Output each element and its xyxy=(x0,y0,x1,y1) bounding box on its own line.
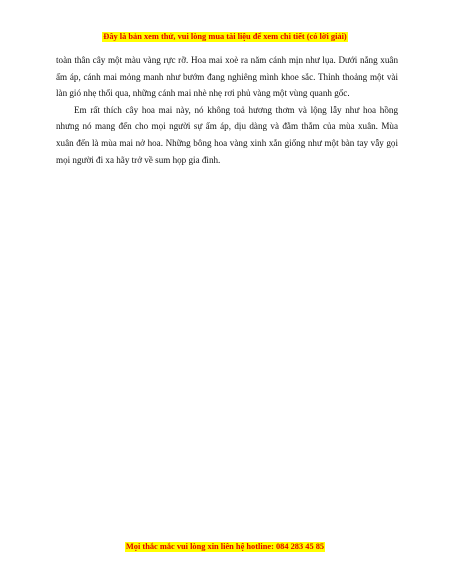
hotline-banner xyxy=(0,536,450,554)
paragraph-continued: toàn thân cây một màu vàng rực rỡ. Hoa mai xoè ra năm cánh mịn như lụa. Dưới nắng xuân ấm áp, cánh mai mỏng manh như bướm đang nghiêng mình khoe sắc. Thỉnh thoảng một vài làn gió nhẹ thổi qua, những cánh mai nhè nhẹ rơi phủ vàng một vùng quanh gốc. xyxy=(56,55,398,99)
paragraph: Em rất thích cây hoa mai này, nó không toả hương thơm và lộng lẫy như hoa hồng nhưng nó mang đến cho mọi người sự ấm áp, dịu dàng và đằm thắm của mùa xuân. Mùa xuân đến là mùa mai nở hoa. Những bông hoa vàng xinh xắn giống như một bàn tay vẫy gọi mọi người đi xa hãy trở về sum họp gia đình. xyxy=(56,104,398,165)
hotline-text: Mọi thắc mắc vui lòng xin liên hệ hotline: 084 283 45 85 xyxy=(125,542,325,551)
preview-notice-banner xyxy=(0,26,450,44)
preview-notice-text: Đây là bản xem thử, vui lòng mua tài liệu để xem chi tiết (có lời giải) xyxy=(103,32,347,41)
document-body xyxy=(56,52,398,168)
